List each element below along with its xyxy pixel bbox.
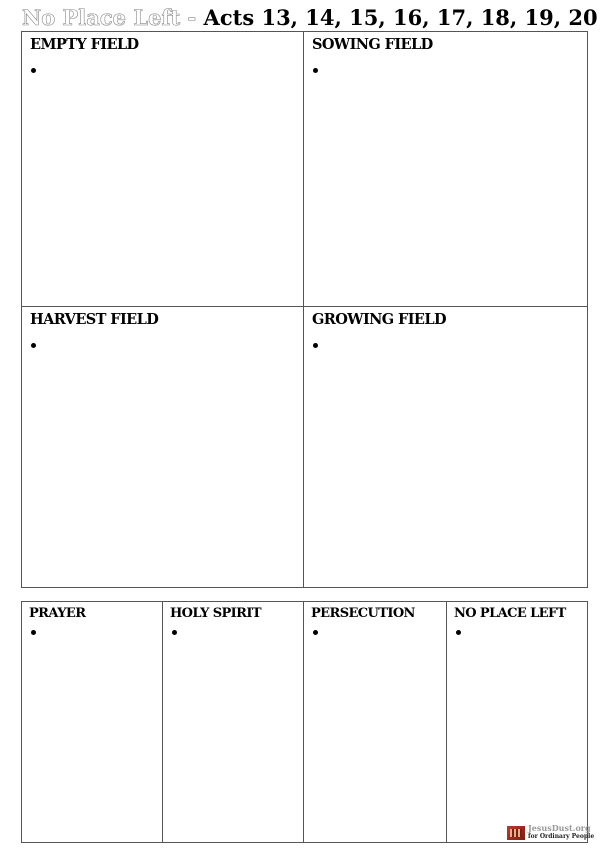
no-place-left-column [447, 602, 587, 842]
page-title-series: No Place Left - [22, 5, 204, 30]
persecution-heading: PERSECUTION [311, 606, 415, 621]
harvest-field-heading: HARVEST FIELD [30, 311, 159, 328]
persecution-column [304, 602, 447, 842]
empty-field-heading: EMPTY FIELD [30, 36, 139, 53]
themes-table [21, 601, 588, 843]
logo-tagline: for Ordinary People [528, 833, 595, 840]
growing-field-box [304, 307, 587, 587]
empty-field-box [22, 32, 304, 307]
logo-site-name: JesusDust.org [528, 823, 591, 833]
page-title-scripture: Acts 13, 14, 15, 16, 17, 18, 19, 20 [203, 5, 598, 30]
sowing-field-box [304, 32, 587, 307]
holy-spirit-heading: HOLY SPIRIT [170, 606, 261, 621]
bullet-point [172, 630, 177, 635]
no-place-left-heading: NO PLACE LEFT [454, 606, 566, 621]
bullet-point [31, 630, 36, 635]
bullet-point [456, 630, 461, 635]
prayer-column [22, 602, 163, 842]
bullet-point [31, 343, 36, 348]
bullet-point [313, 68, 318, 73]
logo-mark-icon [507, 826, 525, 840]
holy-spirit-column [163, 602, 304, 842]
harvest-field-box [22, 307, 304, 587]
growing-field-heading: GROWING FIELD [312, 311, 446, 328]
fields-grid [21, 31, 588, 588]
prayer-heading: PRAYER [29, 606, 86, 621]
sowing-field-heading: SOWING FIELD [312, 36, 433, 53]
bullet-point [313, 630, 318, 635]
bullet-point [313, 343, 318, 348]
page-title [22, 4, 598, 32]
bullet-point [31, 68, 36, 73]
